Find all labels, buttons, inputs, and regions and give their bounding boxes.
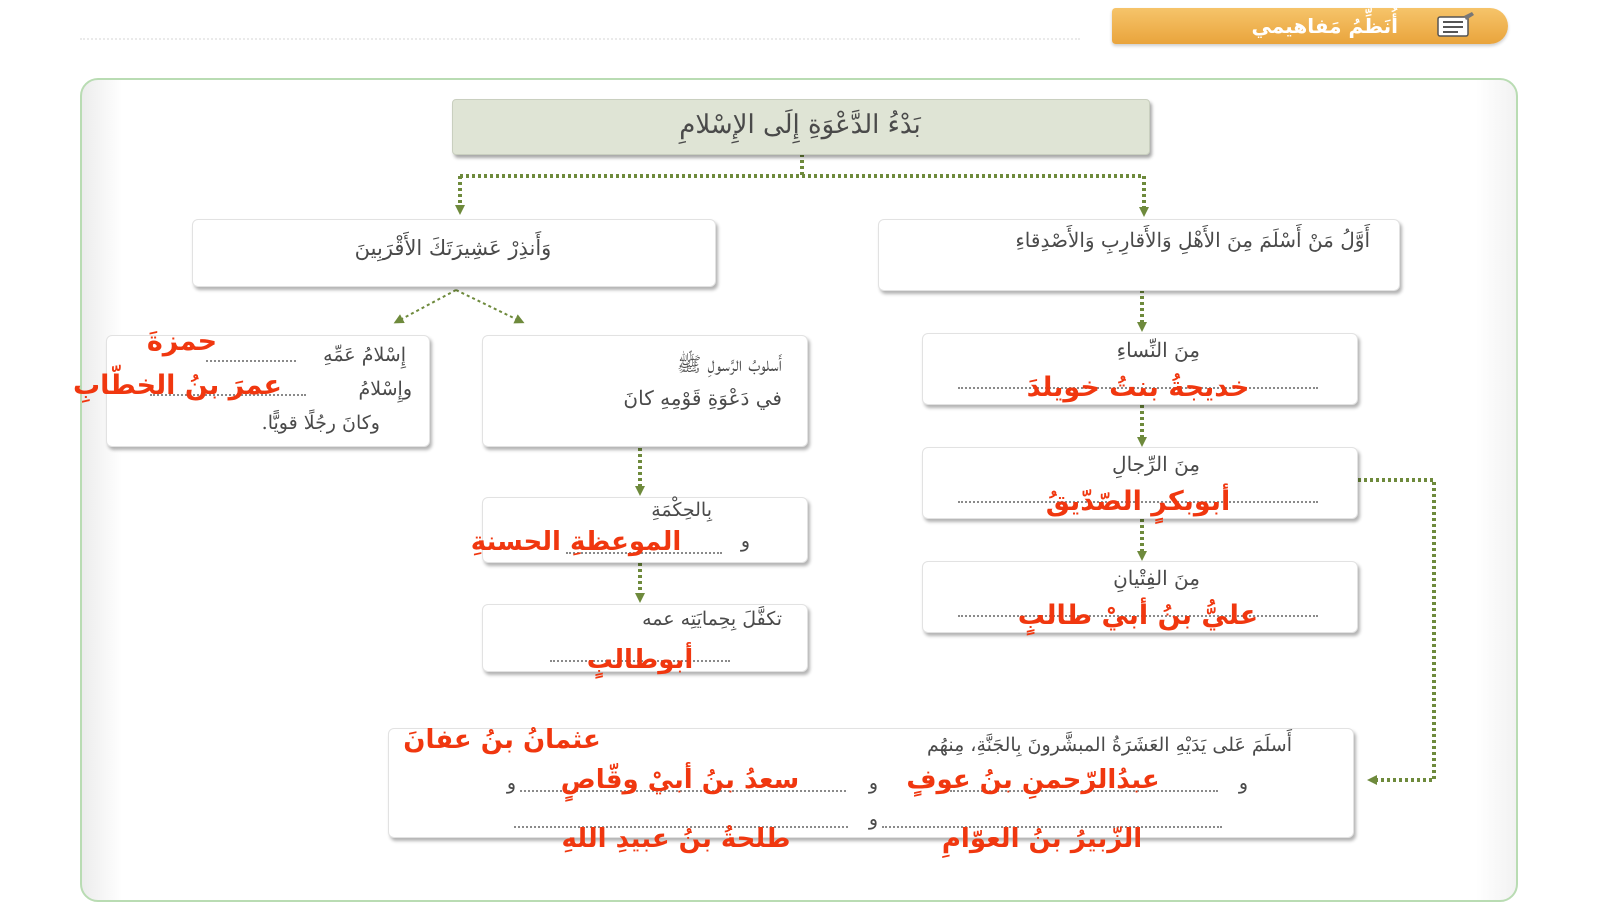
wisdom-line1: بِالحِكْمَةِ (651, 499, 712, 521)
wisdom-conj: و (740, 530, 750, 552)
conversion-blank-1 (206, 360, 296, 362)
youth-answer: عليُّ بنُ أبيْ طالبٍ (1017, 600, 1259, 631)
conversion-line1: إِسْلامُ عَمِّهِ (323, 344, 406, 366)
men-label: مِنَ الرِّجالِ (1112, 452, 1200, 476)
men-answer: أبوبكرٍ الصّدّيقُ (1045, 486, 1231, 517)
bottom-conj-4: و (868, 808, 878, 830)
protection-answer: أبوطالبٍ (586, 645, 694, 675)
bottom-conj-3: و (506, 772, 516, 794)
method-line1: أَسلوبُ الرَّسولِ ﷺ (677, 352, 782, 376)
women-label: مِنَ النِّساءِ (1116, 338, 1200, 362)
left-heading: وَأَنذِرْ عَشِيرَتَكَ الأَقْرَبِينَ (354, 236, 552, 260)
method-line2: في دَعْوَةِ قَوْمِهِ كانَ (623, 386, 782, 410)
women-answer: خديجةُ بنتُ خويلدَ (1026, 372, 1250, 403)
right-heading: أَوَّلُ مَنْ أَسْلَمَ مِنَ الأَهْلِ وَالأَقارِبِ وَالأَصْدِقاءِ (1015, 228, 1370, 252)
diagram-title: بَدْءُ الدَّعْوَةِ إِلَى الإِسْلامِ (679, 110, 921, 140)
conversion-answer-1: حمزةَ (146, 326, 218, 357)
bottom-conj-2: و (868, 772, 878, 794)
bottom-conj-1: و (1238, 772, 1248, 794)
conversion-answer-2: عمرَ بنُ الخطّابِ (73, 370, 282, 401)
conversion-line2: وإِسْلامُ (358, 378, 412, 400)
bottom-name-3: سعدُ بنُ أبيْ وقّاصٍ (560, 765, 800, 795)
protection-label: تكفَّلَ بِحِمايَتِه عمه (642, 608, 782, 630)
wisdom-answer: الموعظةِ الحسنةِ (470, 527, 682, 557)
youth-label: مِنَ الفِتْيانِ (1113, 566, 1200, 590)
bottom-name-1: عثمانُ بنُ عفانَ (403, 725, 601, 755)
header-title: أُنَظِّمُ مَفاهيمي (1251, 14, 1398, 38)
bottom-name-5: طلحةُ بنُ عبيدِ اللهِ (561, 824, 791, 854)
bottom-name-4: الزّبيرُ بنُ العوّامِ (941, 824, 1143, 854)
bottom-label: أَسلَمَ عَلى يَدَيْهِ العَشَرَةُ المبشَّرونَ بِالجَنَّةِ، مِنهُم (926, 734, 1292, 756)
conversion-line3: وكانَ رجُلًا قويًّا. (261, 412, 380, 434)
bottom-name-2: عبدُالرّحمنِ بنُ عوفٍ (906, 765, 1160, 795)
